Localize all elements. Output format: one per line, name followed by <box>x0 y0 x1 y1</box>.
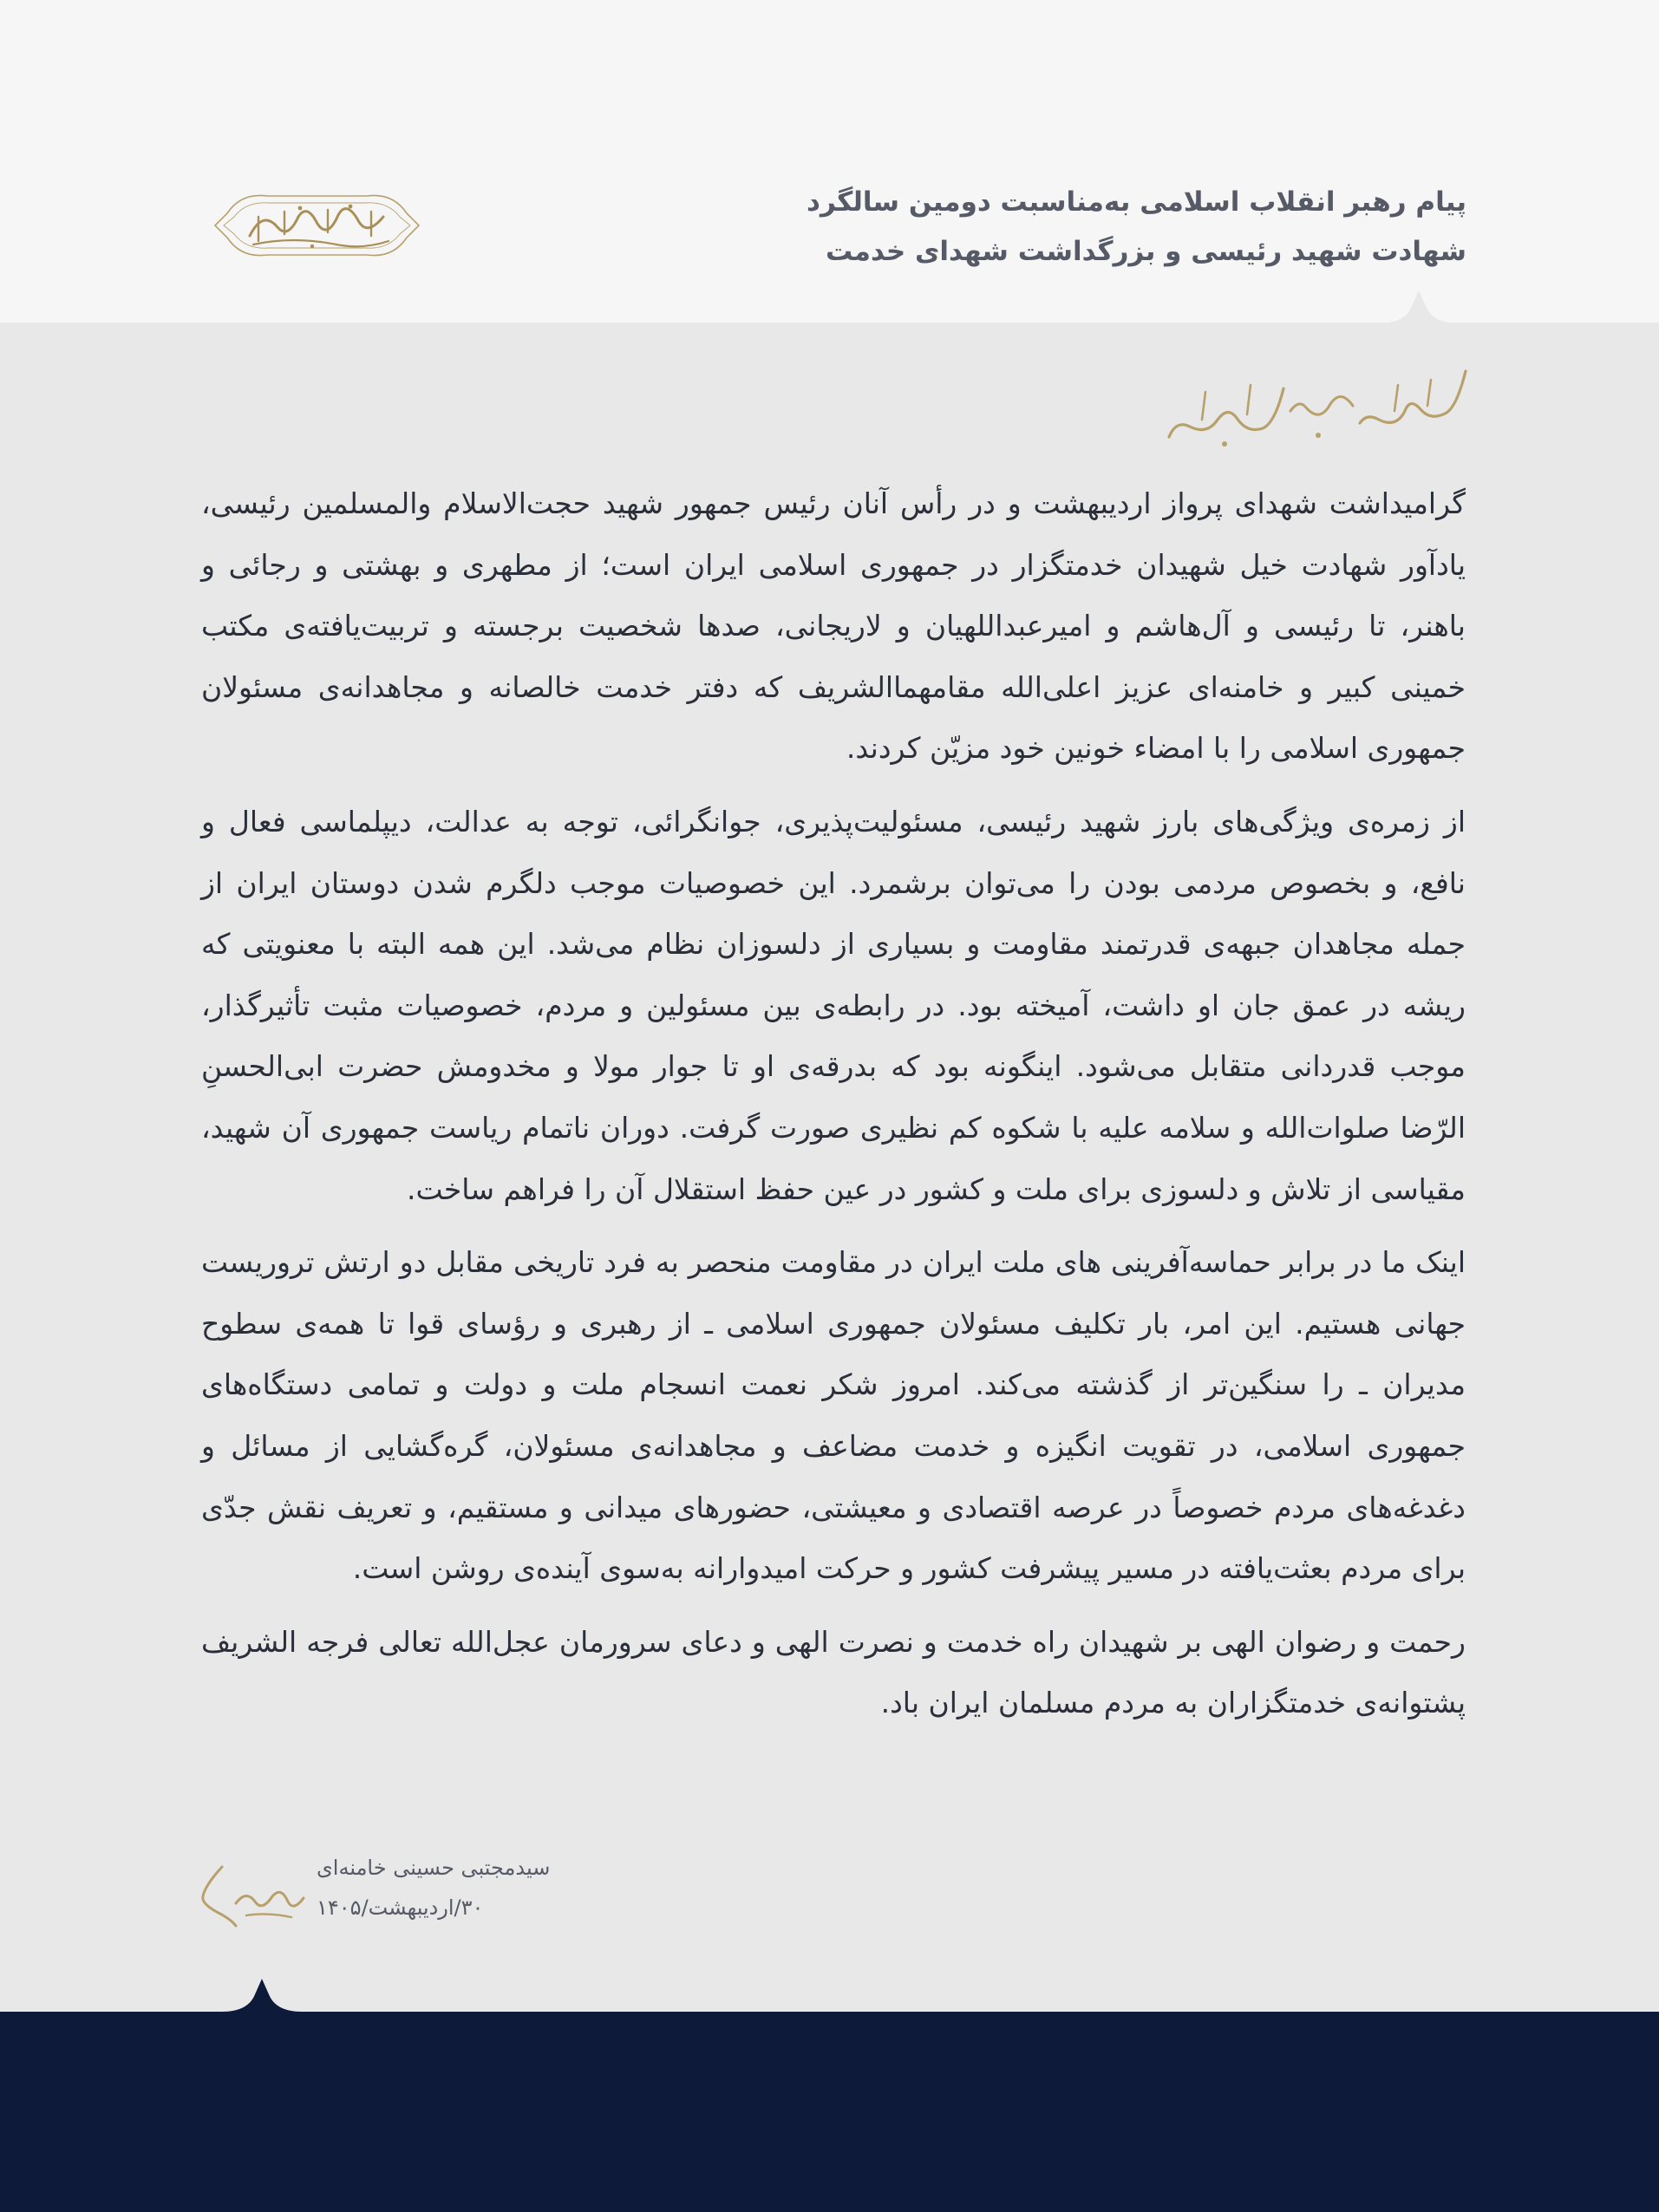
paragraph-2: از زمره‌ی ویژگی‌های بارز شهید رئیسی، مسئولیت‌پذیری، جوانگرائی، توجه به عدالت، دیپلماسی فعال و نافع، و بخصوص مردمی بودن را می‌توان برشمرد. این خصوصیات موجب دلگرم شدن دوستان ایران از جمله مجاهدان جبهه‌ی قدرتمند مقاومت و بسیاری از دلسوزان نظام می‌شد. این همه البته با معنویتی که ریشه در عمق جان او داشت، آمیخته بود. در رابطه‌ی بین مسئولین و مردم، خصوصیات مثبت تأثیرگذار، موجب قدردانی متقابل می‌شود. اینگونه بود که بدرقه‌ی او تا جوار مولا و مخدومش حضرت ابی‌الحسنِ الرّضا صلوات‌الله و سلامه علیه با شکوه کم نظیری صورت گرفت. دوران ناتمام ریاست جمهوری آن شهید، مقیاسی از تلاش و دلسوزی برای ملت و کشور در عین حفظ استقلال آن را فراهم ساخت. <box>201 804 1466 1206</box>
title-line-2: شهادت شهید رئیسی و بزرگداشت شهدای خدمت <box>825 236 1466 267</box>
paragraph-1: گرامیداشت شهدای پرواز اردیبهشت و در رأس آنان رئیس جمهور شهید حجت‌الاسلام والمسلمین رئیسی، یادآور شهادت خیل شهیدان خدمتگزار در جمهوری اسلامی ایران است؛ از مطهری و بهشتی و رجائی و باهنر، تا رئیسی و آل‌هاشم و امیرعبداللهیان و لاریجانی، صدها شخصیت برجسته و تربیت‌یافته‌ی مکتب خمینی کبیر و خامنه‌ای عزیز اعلی‌الله مقامهماالشریف که دفتر خدمت خالصانه و مجاهدانه‌ی مسئولان جمهوری اسلامی را با امضاء خونین خود مزیّن کردند. <box>201 486 1466 766</box>
top-notch-ornament <box>1379 290 1459 325</box>
bottom-notch-ornament <box>222 1979 302 2013</box>
signature-name: سیدمجتبی حسینی خامنه‌ای <box>317 1856 551 1880</box>
title-line-1: پیام رهبر انقلاب اسلامی به‌مناسبت دومین سالگرد <box>807 186 1466 218</box>
leader-name-emblem <box>198 173 436 277</box>
page-footer <box>0 2012 1659 2212</box>
paragraph-4: رحمت و رضوان الهی بر شهیدان راه خدمت و نصرت الهی و دعای سرورمان عجل‌الله تعالی فرجه الشریف پشتوانه‌ی خدمتگزاران به مردم مسلمان ایران باد. <box>201 1624 1466 1720</box>
bismillah-calligraphy <box>1145 354 1474 467</box>
letter-body <box>201 473 1466 1746</box>
paragraph-3: اینک ما در برابر حماسه‌آفرینی های ملت ایران در مقاومت منحصر به فرد تاریخی مقابل دو ارتش تروریست جهانی هستیم. این امر، بار تکلیف مسئولان جمهوری اسلامی ـ از رهبری و رؤسای قوا تا همه‌ی سطوح مدیران ـ را سنگین‌تر از گذشته می‌کند. امروز شکر نعمت انسجام ملت و دولت و تمامی دستگاه‌های جمهوری اسلامی، در تقویت انگیزه و خدمت مضاعف و مجاهدانه‌ی مسئولان، گره‌گشایی از مسائل و دغدغه‌های مردم خصوصاً در عرصه اقتصادی و معیشتی، حضورهای میدانی و مستقیم، و تعریف نقش جدّی برای مردم بعثت‌یافته در مسیر پیشرفت کشور و حرکت امیدوارانه به‌سوی آینده‌ی روشن است. <box>201 1245 1466 1586</box>
signature-date: ۳۰/اردیبهشت/۱۴۰۵ <box>317 1896 484 1920</box>
page-title <box>807 178 1466 277</box>
